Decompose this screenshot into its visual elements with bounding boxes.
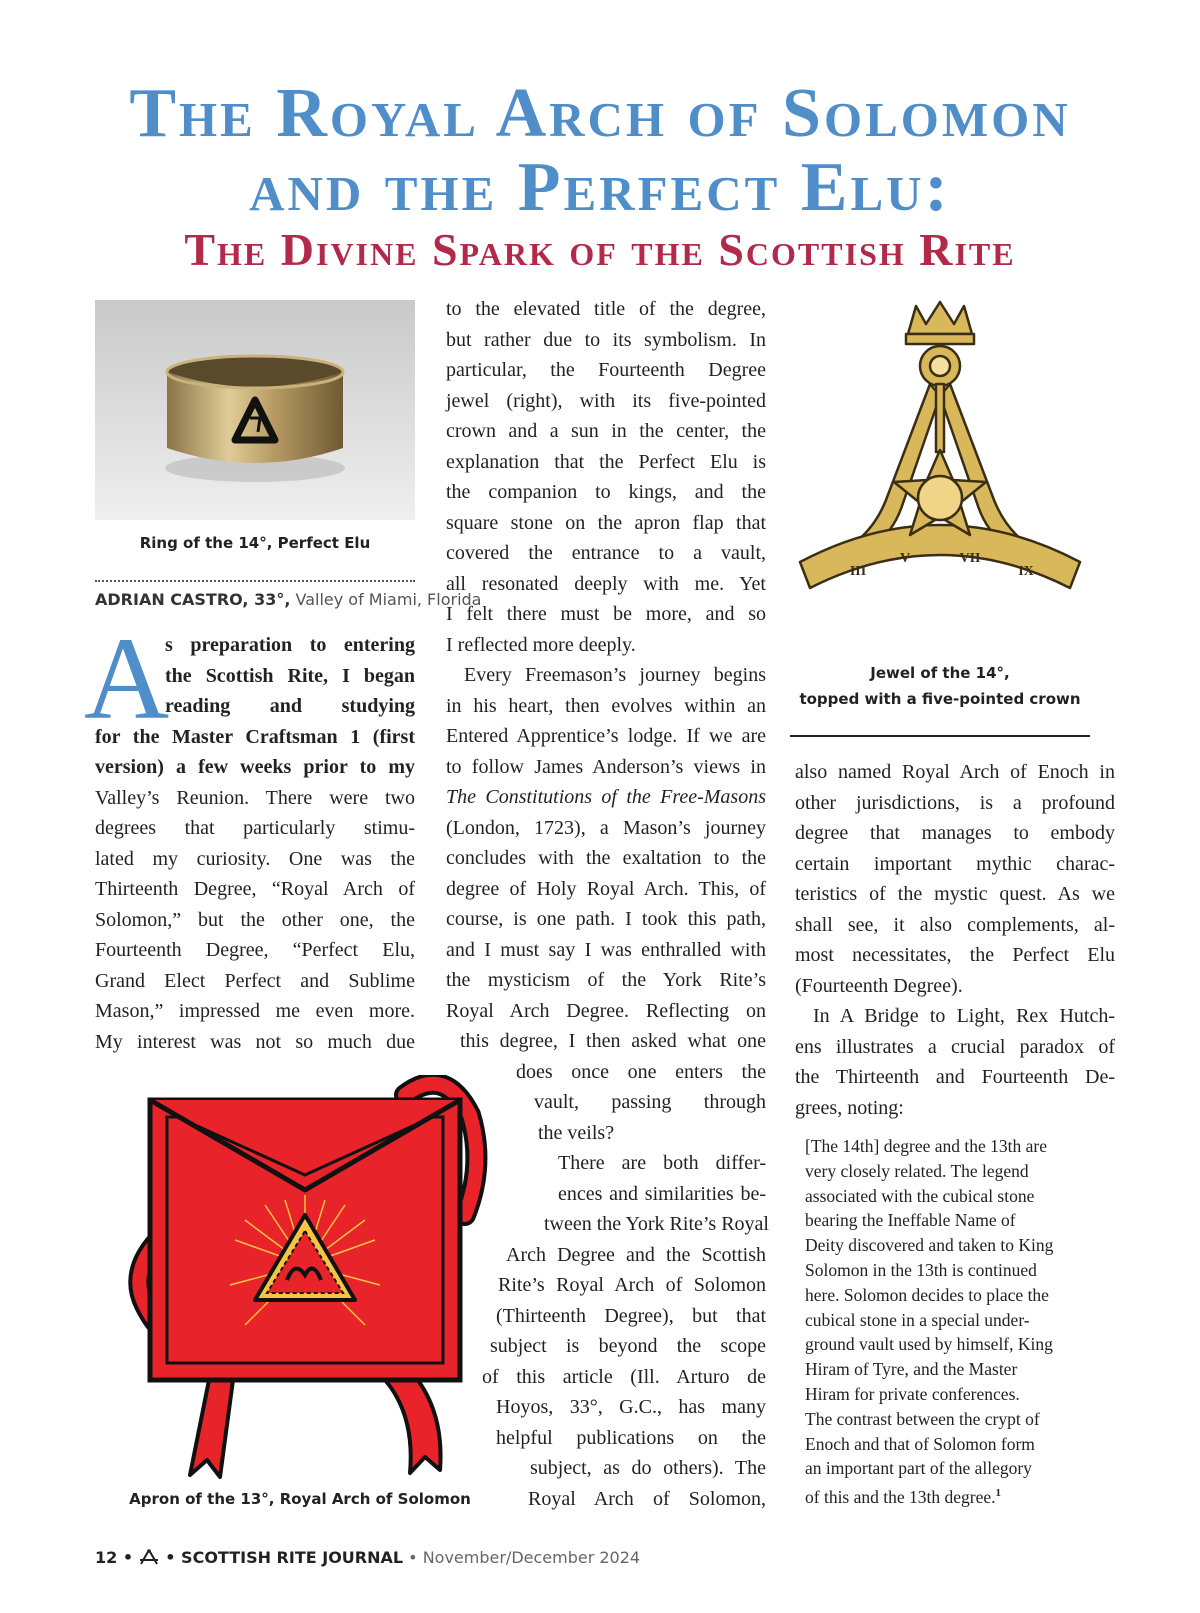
- quote-line: Deity discovered and taken to King: [805, 1235, 1054, 1256]
- col3-line: degree that manages to embody: [795, 822, 1115, 844]
- col1-line: degrees that particularly stimu-: [95, 817, 415, 839]
- col2-line: Rite’s Royal Arch of Solomon: [498, 1274, 766, 1296]
- col2-line: to the elevated title of the degree,: [446, 298, 766, 320]
- col1-line: Fourteenth Degree, “Perfect Elu,: [95, 939, 415, 961]
- col2-line: Arch Degree and the Scottish: [506, 1243, 766, 1266]
- col2-line: ences and similarities be-: [558, 1182, 766, 1205]
- col2-line: Hoyos, 33°, G.C., has many: [496, 1396, 766, 1418]
- quote-line: associated with the cubical stone: [805, 1185, 1035, 1206]
- quote-line: [The 14th] degree and the 13th are: [805, 1136, 1047, 1156]
- col3-line: also named Royal Arch of Enoch in: [795, 761, 1115, 783]
- col2-line: covered the entrance to a vault,: [446, 542, 766, 564]
- page-number: 12 •: [95, 1548, 134, 1567]
- author-location: Valley of Miami, Florida: [290, 590, 482, 609]
- col2-line: to follow James Anderson’s views in: [446, 755, 766, 778]
- col3-line: other jurisdictions, is a profound: [795, 791, 1115, 814]
- col2-line: (Thirteenth Degree), but that: [496, 1304, 766, 1327]
- col2-line: vault, passing through: [534, 1091, 766, 1113]
- col3-line: shall see, it also complements, al-: [795, 913, 1115, 936]
- numeral-3: III: [849, 564, 867, 579]
- numeral-9: IX: [1018, 564, 1034, 579]
- subtitle: The Divine Spark of the Scottish Rite: [184, 224, 1016, 275]
- column-2: [446, 294, 769, 1514]
- col3-line: certain important mythic charac-: [795, 852, 1115, 875]
- ring-caption: Ring of the 14°, Perfect Elu: [139, 534, 371, 552]
- col2-line: Every Freemason’s journey begins: [464, 664, 766, 686]
- col2-line: course, is one path. I took this path,: [446, 908, 766, 930]
- quote-line: The contrast between the crypt of: [805, 1408, 1040, 1429]
- col2-line: crown and a sun in the center, the: [446, 420, 766, 442]
- issue-date: • November/December 2024: [403, 1548, 641, 1567]
- title-line-2: and the Perfect Elu:: [249, 149, 951, 226]
- quote-line: here. Solomon decides to place the: [805, 1284, 1049, 1305]
- col2-line: of this article (Ill. Arturo de: [482, 1365, 766, 1388]
- quote-last-text: of this and the 13th degree.: [805, 1486, 996, 1507]
- col2-line: the veils?: [538, 1121, 615, 1144]
- quote-line: very closely related. The legend: [805, 1160, 1029, 1181]
- col2-line: jewel (right), with its five-pointed: [446, 389, 766, 412]
- col2-line: Royal Arch of Solomon,: [528, 1487, 766, 1510]
- col2-line: Entered Apprentice’s lodge. If we are: [446, 725, 766, 747]
- col2-line: (London, 1723), a Mason’s journey: [446, 816, 766, 839]
- author-name: ADRIAN CASTRO, 33°,: [95, 590, 291, 609]
- col2-line: particular, the Fourteenth Degree: [446, 359, 766, 381]
- col1-line: reading and studying: [165, 695, 415, 717]
- col2-line: all resonated deeply with me. Yet: [446, 572, 766, 595]
- quote-line: Enoch and that of Solomon form: [805, 1433, 1035, 1454]
- block-quote: [805, 1134, 1090, 1510]
- journal-name: • SCOTTISH RITE JOURNAL: [165, 1548, 404, 1567]
- col3-line: In A Bridge to Light, Rex Hutch-: [813, 1005, 1115, 1027]
- col2-line: subject is beyond the scope: [490, 1335, 766, 1357]
- jewel-caption-line-2: topped with a five-pointed crown: [799, 690, 1081, 708]
- solid-divider: [790, 735, 1090, 737]
- dotted-divider: [95, 580, 415, 582]
- col1-line: Thirteenth Degree, “Royal Arch of: [95, 878, 415, 900]
- quote-line: Hiram of Tyre, and the Master: [805, 1359, 1018, 1380]
- col1-line: My interest was not so much due: [95, 1030, 415, 1053]
- ring-photo: [95, 300, 415, 520]
- apron-caption: Apron of the 13°, Royal Arch of Solomon: [129, 1490, 471, 1508]
- byline: [95, 590, 482, 609]
- col1-line: lated my curiosity. One was the: [95, 847, 415, 870]
- col2-line: tween the York Rite’s Royal: [544, 1213, 769, 1235]
- col2-line: the companion to kings, and the: [446, 481, 766, 503]
- col3-line: ens illustrates a crucial paradox of: [795, 1035, 1115, 1058]
- col3-line: most necessitates, the Perfect Elu: [795, 944, 1115, 966]
- quote-line: Solomon in the 13th is continued: [805, 1259, 1037, 1280]
- col3-line: the Thirteenth and Fourteenth De-: [795, 1066, 1115, 1088]
- title-line-1: The Royal Arch of Solomon: [129, 75, 1071, 152]
- quote-line: an important part of the allegory: [805, 1458, 1032, 1479]
- jewel-caption: [790, 660, 1090, 712]
- col2-line: subject, as do others). The: [530, 1457, 766, 1479]
- col2-line: Royal Arch Degree. Reflecting on: [446, 999, 766, 1022]
- col2-line: The Constitutions of the Free-Masons: [446, 786, 766, 808]
- col3-line: grees, noting:: [795, 1096, 904, 1119]
- col2-line: degree of Holy Royal Arch. This, of: [446, 877, 766, 900]
- col1-line: s preparation to entering: [165, 634, 415, 656]
- col2-line: does once one enters the: [516, 1060, 766, 1083]
- col2-line: There are both differ-: [558, 1152, 766, 1174]
- col3-line: teristics of the mystic quest. As we: [795, 883, 1115, 905]
- col2-line: explanation that the Perfect Elu is: [446, 450, 766, 473]
- col1-line: for the Master Craftsman 1 (first: [95, 725, 415, 748]
- col2-line: I felt there must be more, and so: [446, 603, 766, 625]
- quote-line: Hiram for private conferences.: [805, 1383, 1020, 1404]
- jewel-caption-line-1: Jewel of the 14°,: [870, 664, 1010, 682]
- col1-line: Mason,” impressed me even more.: [95, 1000, 415, 1022]
- col2-line: I reflected more deeply.: [446, 633, 636, 656]
- col2-line: concludes with the exaltation to the: [446, 847, 766, 869]
- column-3: [795, 757, 1115, 1123]
- col2-line: this degree, I then asked what one: [460, 1030, 766, 1052]
- col1-line: version) a few weeks prior to my: [95, 756, 415, 778]
- numeral-7: VII: [959, 551, 981, 566]
- col2-line: helpful publications on the: [496, 1426, 766, 1449]
- col2-line: square stone on the apron flap that: [446, 511, 766, 534]
- col2-line: and I must say I was enthralled with: [446, 938, 766, 961]
- page-footer: [95, 1548, 640, 1567]
- jewel-illustration: [790, 300, 1090, 640]
- column-1: [95, 630, 415, 1057]
- quote-line: cubical stone in a special under-: [805, 1309, 1030, 1330]
- numeral-5: V: [899, 551, 911, 566]
- col1-line: Valley’s Reunion. There were two: [95, 786, 415, 809]
- drop-cap: A: [84, 613, 170, 744]
- col2-line: but rather due to its symbolism. In: [446, 328, 766, 351]
- col3-line: (Fourteenth Degree).: [795, 974, 963, 997]
- col2-line: the mysticism of the York Rite’s: [446, 969, 766, 991]
- footnote-marker: 1: [995, 1487, 1002, 1500]
- quote-line: [805, 1481, 1090, 1510]
- quote-line: ground vault used by himself, King: [805, 1334, 1053, 1355]
- col2-line: in his heart, then evolves within an: [446, 694, 766, 717]
- col1-line: the Scottish Rite, I began: [165, 664, 415, 687]
- col1-line: Solomon,” but the other one, the: [95, 908, 415, 931]
- quote-line: bearing the Ineffable Name of: [805, 1210, 1016, 1231]
- col1-line: Grand Elect Perfect and Sublime: [95, 969, 415, 992]
- compass-emblem-icon: [138, 1549, 160, 1565]
